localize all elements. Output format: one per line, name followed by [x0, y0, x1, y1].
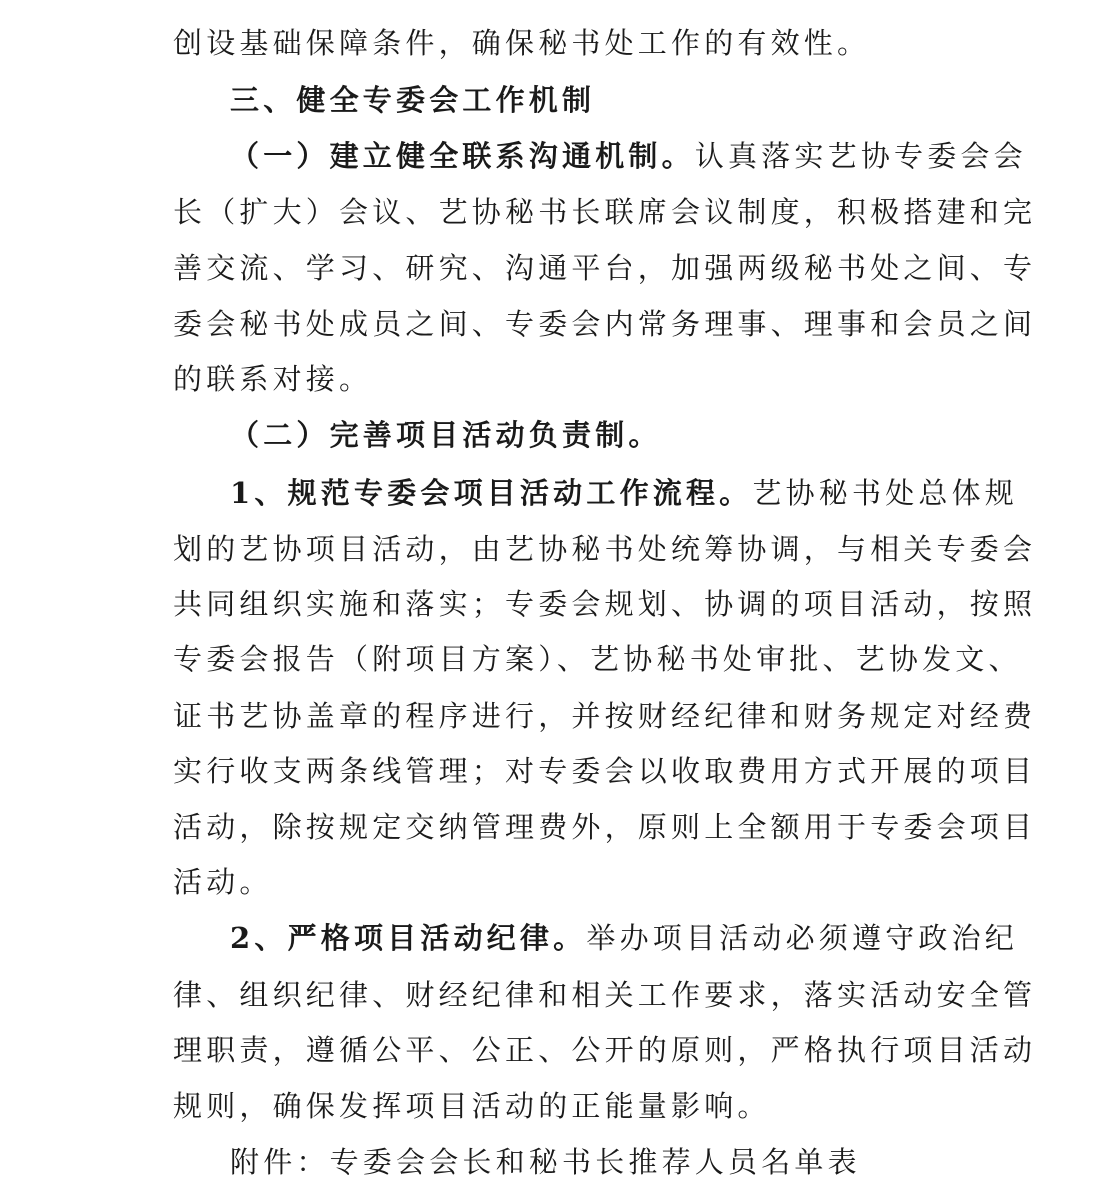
text: 实行收支两条线管理；对专委会以收取费用方式开展的项目: [173, 754, 1037, 788]
text: 长（扩大）会议、艺协秘书长联席会议制度，积极搭建和完: [173, 195, 1037, 229]
text: 创设基础保障条件，确保秘书处工作的有效性。: [173, 26, 871, 60]
text: 规则，确保发挥项目活动的正能量影响。: [173, 1089, 771, 1123]
paragraph-line: [173, 529, 1036, 569]
paragraph-line: [173, 639, 1022, 679]
text: 活动，除按规定交纳管理费外，原则上全额用于专委会项目: [173, 810, 1037, 844]
paragraph-line: [173, 23, 870, 63]
subheading-text: （二）完善项目活动负责制。: [230, 418, 662, 452]
paragraph-line: [173, 862, 273, 902]
text: 的联系对接。: [173, 362, 373, 396]
attachment-text: 附件：专委会会长和秘书长推荐人员名单表: [230, 1145, 861, 1179]
paragraph-line: [173, 1086, 771, 1126]
paragraph-line: [173, 807, 1036, 847]
paragraph-line: [173, 751, 1036, 791]
subheading-text: （一）建立健全联系沟通机制。: [230, 139, 695, 173]
paragraph-line: [173, 359, 372, 399]
text: 举办项目活动必须遵守政治纪: [586, 921, 1018, 955]
paragraph-line: [230, 473, 1018, 513]
paragraph-line: [173, 584, 1036, 624]
paragraph-line: [173, 975, 1036, 1015]
text: 活动。: [173, 865, 273, 899]
section-heading: [230, 80, 595, 120]
heading-text: 三、健全专委会工作机制: [230, 83, 596, 117]
text: 证书艺协盖章的程序进行，并按财经纪律和财务规定对经费: [173, 699, 1037, 733]
item-heading-text: 1、规范专委会项目活动工作流程。: [230, 476, 753, 510]
paragraph-line: [173, 304, 1036, 344]
text: 律、组织纪律、财经纪律和相关工作要求，落实活动安全管: [173, 978, 1037, 1012]
text: 委会秘书处成员之间、专委会内常务理事、理事和会员之间: [173, 307, 1037, 341]
paragraph-line: [230, 918, 1018, 958]
paragraph-line: [173, 192, 1036, 232]
item-heading-text: 2、严格项目活动纪律。: [230, 921, 587, 955]
paragraph-line: [173, 248, 1036, 288]
paragraph-line: [230, 136, 1027, 176]
paragraph-line: [173, 1030, 1036, 1070]
text: 善交流、学习、研究、沟通平台，加强两级秘书处之间、专: [173, 251, 1037, 285]
text: 划的艺协项目活动，由艺协秘书处统筹协调，与相关专委会: [173, 532, 1037, 566]
text: 专委会报告（附项目方案）、艺协秘书处审批、艺协发文、: [173, 642, 1022, 676]
text: 认真落实艺协专委会会: [694, 139, 1027, 173]
text: 艺协秘书处总体规: [752, 476, 1018, 510]
subheading: [230, 415, 662, 455]
attachment-line: [230, 1142, 861, 1182]
text: 理职责，遵循公平、公正、公开的原则，严格执行项目活动: [173, 1033, 1037, 1067]
text: 共同组织实施和落实；专委会规划、协调的项目活动，按照: [173, 587, 1037, 621]
paragraph-line: [173, 696, 1036, 736]
